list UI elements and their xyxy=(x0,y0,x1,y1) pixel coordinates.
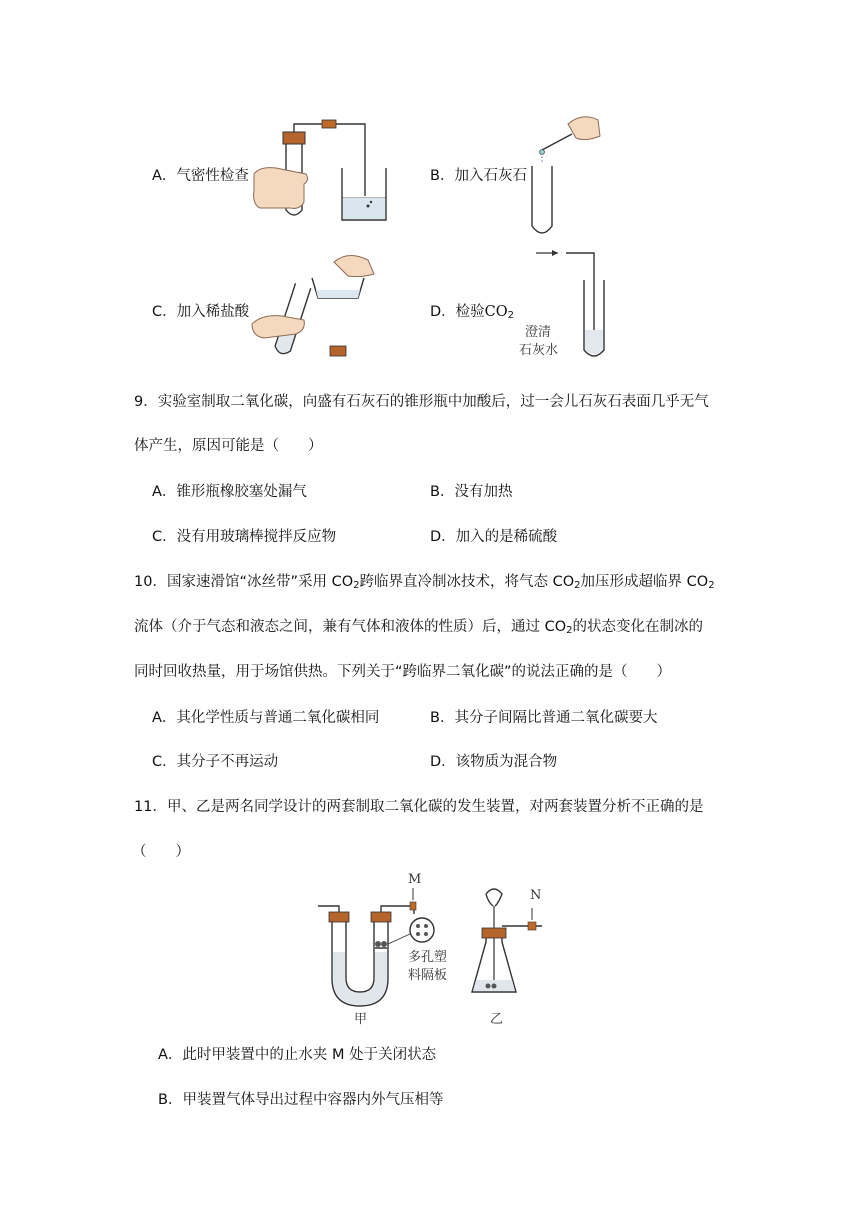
q10-option-d: D．该物质为混合物 xyxy=(430,754,558,770)
q10-option-c: C．其分子不再运动 xyxy=(152,754,279,770)
q8-option-b-label: B．加入石灰石 xyxy=(430,168,527,184)
q10-option-a: A．其化学性质与普通二氧化碳相同 xyxy=(152,710,380,726)
apparatus-yi-caption: 乙 xyxy=(490,1012,504,1027)
q10-line2-part-a: 流体（介于气态和液态之间，兼有气体和液体的性质）后，通过 CO xyxy=(134,619,567,635)
porous-plate-label-line2: 料隔板 xyxy=(408,968,448,983)
q10-line2-part-b: 的状态变化在制冰的 xyxy=(572,619,704,635)
q9-option-c: C．没有用玻璃棒搅拌反应物 xyxy=(152,529,337,545)
q10-option-b: B．其分子间隔比普通二氧化碳要大 xyxy=(430,710,658,726)
clamp-m-label: M xyxy=(408,872,422,887)
limewater-label-line1: 澄清 xyxy=(525,325,552,340)
q9-option-b: B．没有加热 xyxy=(430,484,513,500)
clamp-n-label: N xyxy=(530,888,542,903)
q8-option-c-label: C．加入稀盐酸 xyxy=(152,304,250,320)
q10-stem-line2 xyxy=(134,615,703,636)
apparatus-jia-caption: 甲 xyxy=(354,1012,368,1027)
q10-line1-part-b: 跨临界直冷制冰技术，将气态 CO xyxy=(359,574,575,590)
q8-option-d-prefix: D．检验 xyxy=(430,304,485,320)
q10-sub-4: 2 xyxy=(566,625,573,636)
q8-option-d-subscript: 2 xyxy=(507,310,515,321)
q9-stem-line1: 9．实验室制取二氧化碳，向盛有石灰石的锥形瓶中加酸后，过一会儿石灰石表面几乎无气 xyxy=(134,394,709,410)
q10-line1-part-c: 加压形成超临界 CO xyxy=(580,574,709,590)
q9-option-d: D．加入的是稀硫酸 xyxy=(430,529,558,545)
q10-sub-3: 2 xyxy=(708,580,715,591)
q9-option-a: A．锥形瓶橡胶塞处漏气 xyxy=(152,484,307,500)
q11-stem-line2: （ ） xyxy=(132,844,190,860)
limewater-label-line2: 石灰水 xyxy=(519,343,559,358)
q10-sub-2: 2 xyxy=(574,580,581,591)
q11-option-a: A．此时甲装置中的止水夹 M 处于关闭状态 xyxy=(158,1047,437,1063)
q9-stem-line2: 体产生，原因可能是（ ） xyxy=(134,438,323,454)
q8-option-d-label xyxy=(430,300,514,321)
figure-apparatus-yi xyxy=(468,882,558,1002)
figure-adding-limestone xyxy=(528,112,608,236)
q10-sub-1: 2 xyxy=(353,580,360,591)
q11-option-b: B．甲装置气体导出过程中容器内外气压相等 xyxy=(158,1092,444,1108)
figure-adding-dilute-hcl xyxy=(252,250,382,362)
q10-stem-line1 xyxy=(134,570,715,591)
porous-plate-label-line1: 多孔塑 xyxy=(408,950,448,965)
q8-option-d-formula: CO xyxy=(484,304,508,320)
q11-stem-line1: 11．甲、乙是两名同学设计的两套制取二氧化碳的发生装置，对两套装置分析不正确的是 xyxy=(134,799,704,815)
q10-stem-line3: 同时回收热量，用于场馆供热。下列关于“跨临界二氧化碳”的说法正确的是（ ） xyxy=(134,664,672,680)
figure-airtightness-check xyxy=(250,118,390,228)
q8-option-a-label: A．气密性检查 xyxy=(152,168,249,184)
q10-line1-part-a: 10．国家速滑馆“冰丝带”采用 CO xyxy=(134,574,354,590)
